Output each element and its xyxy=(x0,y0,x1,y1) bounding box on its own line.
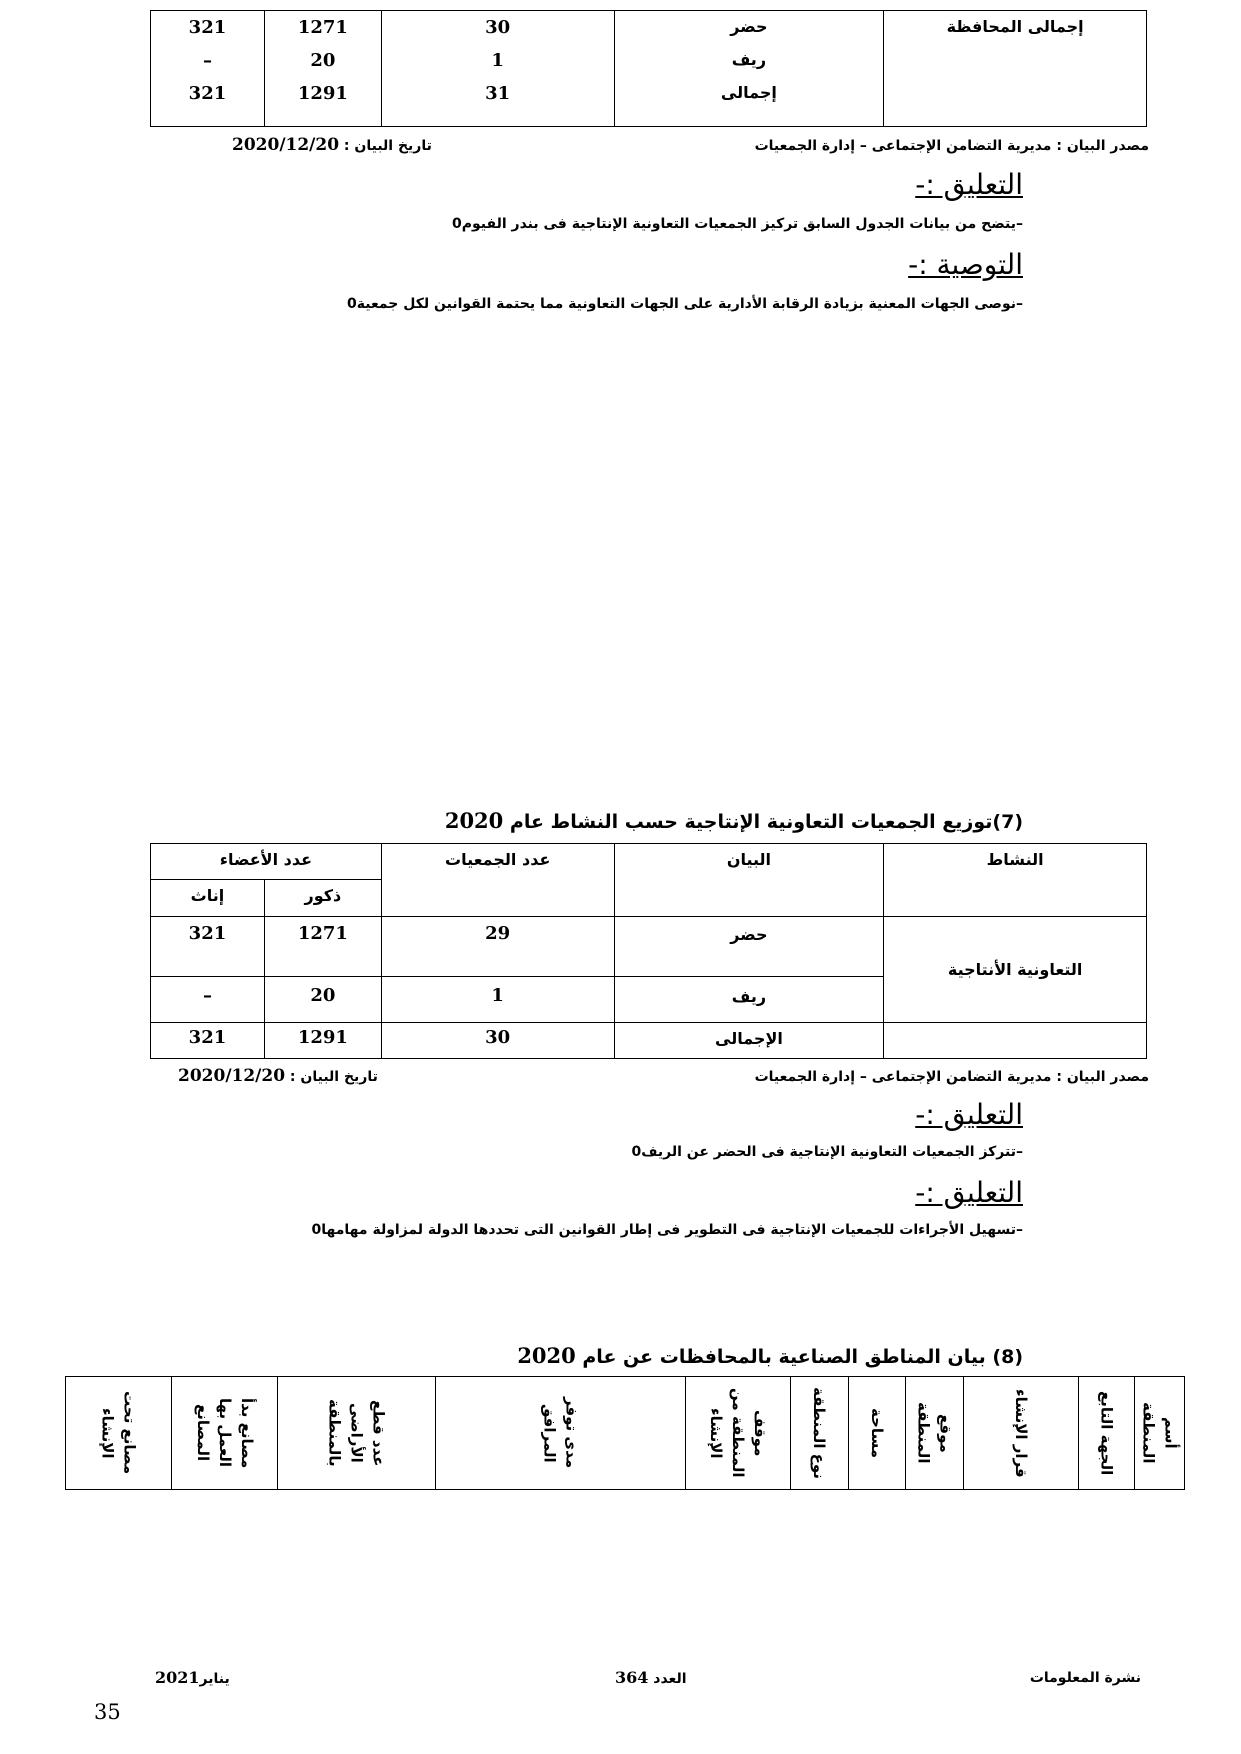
table-activity-distribution xyxy=(150,843,1147,1059)
footer-issue xyxy=(615,1668,687,1687)
societies-cell: 1 xyxy=(381,44,614,77)
header-text: مدى توفر المرافق xyxy=(540,1397,581,1469)
header-members-count: عدد الأعضاء xyxy=(151,844,382,880)
row-label: ريف xyxy=(614,977,884,1023)
comment-heading: التعليق :- xyxy=(915,1098,1023,1131)
header-societies-count: عدد الجمعيات xyxy=(381,844,614,917)
data-date-value: 2020/12/20 xyxy=(232,135,340,155)
recommendation-text: –نوصى الجهات المعنية بزيادة الرقابة الأدارية على الجهات التعاونية مما يحتمة القوانين لكل جمعية0 xyxy=(347,296,1023,312)
females-cell: 321 xyxy=(151,917,265,977)
province-cell: إجمالى المحافظة xyxy=(884,11,1147,127)
males-cell: 20 xyxy=(264,977,381,1023)
table-header-row xyxy=(151,844,1147,880)
males-cell: 1271 xyxy=(264,917,381,977)
recommendation-heading: التوصية :- xyxy=(908,248,1023,281)
header-area xyxy=(848,1377,905,1490)
header-zone-location xyxy=(906,1377,964,1490)
total-spacer-cell xyxy=(884,1023,1147,1059)
header-text: أسم المنطقة xyxy=(1139,1402,1180,1464)
societies-cell: 31 xyxy=(381,77,614,127)
table-row xyxy=(151,917,1147,977)
header-text: الجهة التابع xyxy=(1097,1390,1116,1476)
societies-cell: 1 xyxy=(381,977,614,1023)
footer-issue-number: 364 xyxy=(615,1668,649,1687)
header-text: عدد قطع الأراضى بالمنطقة xyxy=(325,1399,388,1467)
comment-text: –يتضح من بيانات الجدول السابق تركيز الجمعيات التعاونية الإنتاجية فى بندر الفيوم0 xyxy=(452,216,1023,232)
males-cell: 20 xyxy=(264,44,381,77)
activity-cell: التعاونية الأنتاجية xyxy=(884,917,1147,1023)
header-zone-type xyxy=(790,1377,848,1490)
source-note: مصدر البيان : مديرية التضامن الإجتماعى – إدارة الجمعيات xyxy=(754,1069,1149,1085)
societies-cell: 30 xyxy=(381,11,614,44)
females-cell: – xyxy=(151,44,265,77)
footer-year: 2021 xyxy=(155,1668,200,1687)
data-date-label: تاريخ البيان : xyxy=(285,1069,378,1085)
data-date xyxy=(178,1066,378,1086)
table-industrial-zones xyxy=(65,1376,1185,1490)
header-text: مساحة xyxy=(867,1407,886,1459)
societies-cell: 29 xyxy=(381,917,614,977)
data-date-value: 2020/12/20 xyxy=(178,1066,286,1086)
females-cell: 321 xyxy=(151,11,265,44)
header-factories-under-construction xyxy=(66,1377,172,1490)
table-7-title xyxy=(445,808,1023,833)
table-7-title-year: 2020 xyxy=(444,808,504,833)
table-8-title xyxy=(517,1343,1023,1368)
header-establishment-decision xyxy=(964,1377,1079,1490)
row-label: ريف xyxy=(614,44,884,77)
table-7-title-text: (7)توزيع الجمعيات التعاونية الإنتاجية حسب النشاط عام xyxy=(503,811,1023,833)
header-text: موقف المنطقة من الإنشاء xyxy=(707,1388,769,1478)
males-cell: 1291 xyxy=(264,77,381,127)
row-label: حضر xyxy=(614,917,884,977)
footer-issue-label: العدد xyxy=(648,1671,687,1687)
table-8-title-year: 2020 xyxy=(517,1343,576,1368)
table-header-row xyxy=(66,1377,1185,1490)
comment-heading: التعليق :- xyxy=(915,1176,1023,1209)
footer-month: يناير xyxy=(199,1671,230,1687)
societies-cell: 30 xyxy=(381,1023,614,1059)
footer-publication: نشرة المعلومات xyxy=(1029,1670,1141,1686)
comment-heading: التعليق :- xyxy=(915,168,1023,201)
header-females: إناث xyxy=(151,880,265,917)
females-cell: 321 xyxy=(151,1023,265,1059)
table-row xyxy=(151,1023,1147,1059)
males-cell: 1271 xyxy=(264,11,381,44)
source-note: مصدر البيان : مديرية التضامن الإجتماعى – إدارة الجمعيات xyxy=(754,138,1149,154)
header-zone-name xyxy=(1135,1377,1185,1490)
header-operating-factories xyxy=(172,1377,278,1490)
males-cell: 1291 xyxy=(264,1023,381,1059)
header-males: ذكور xyxy=(264,880,381,917)
header-text: مصانع تحت الإنشاء xyxy=(98,1391,139,1475)
females-cell: 321 xyxy=(151,77,265,127)
header-text: نوع المنطقة xyxy=(810,1387,829,1479)
header-affiliated-entity xyxy=(1078,1377,1134,1490)
comment-text: –تتركز الجمعيات التعاونية الإنتاجية فى الحضر عن الريف0 xyxy=(631,1144,1023,1160)
row-label: حضر xyxy=(614,11,884,44)
header-activity: النشاط xyxy=(884,844,1147,917)
comment-text: –تسهيل الأجراءات للجمعيات الإنتاجية فى التطوير فى إطار القوانين التى تحددها الدولة لمزاولة مهامها0 xyxy=(311,1222,1023,1238)
table-province-totals xyxy=(150,10,1147,127)
header-text: مصانع بدأ العمل بها المصانع xyxy=(193,1397,256,1469)
page-number: 35 xyxy=(94,1700,121,1724)
data-date-label: تاريخ البيان : xyxy=(339,138,432,154)
table-row xyxy=(151,11,1147,44)
row-label: إجمالى xyxy=(614,77,884,127)
females-cell: – xyxy=(151,977,265,1023)
header-statement: البيان xyxy=(614,844,884,917)
data-date xyxy=(232,135,432,155)
table-8-title-text: (8) بيان المناطق الصناعية بالمحافظات عن عام xyxy=(575,1346,1023,1368)
header-land-plots xyxy=(278,1377,435,1490)
header-zone-status xyxy=(686,1377,790,1490)
row-label: الإجمالى xyxy=(614,1023,884,1059)
header-text: قرار الإنشاء xyxy=(1012,1388,1031,1478)
header-text: موقع المنطقة xyxy=(914,1402,955,1464)
header-utilities xyxy=(435,1377,686,1490)
footer-date xyxy=(155,1668,230,1687)
